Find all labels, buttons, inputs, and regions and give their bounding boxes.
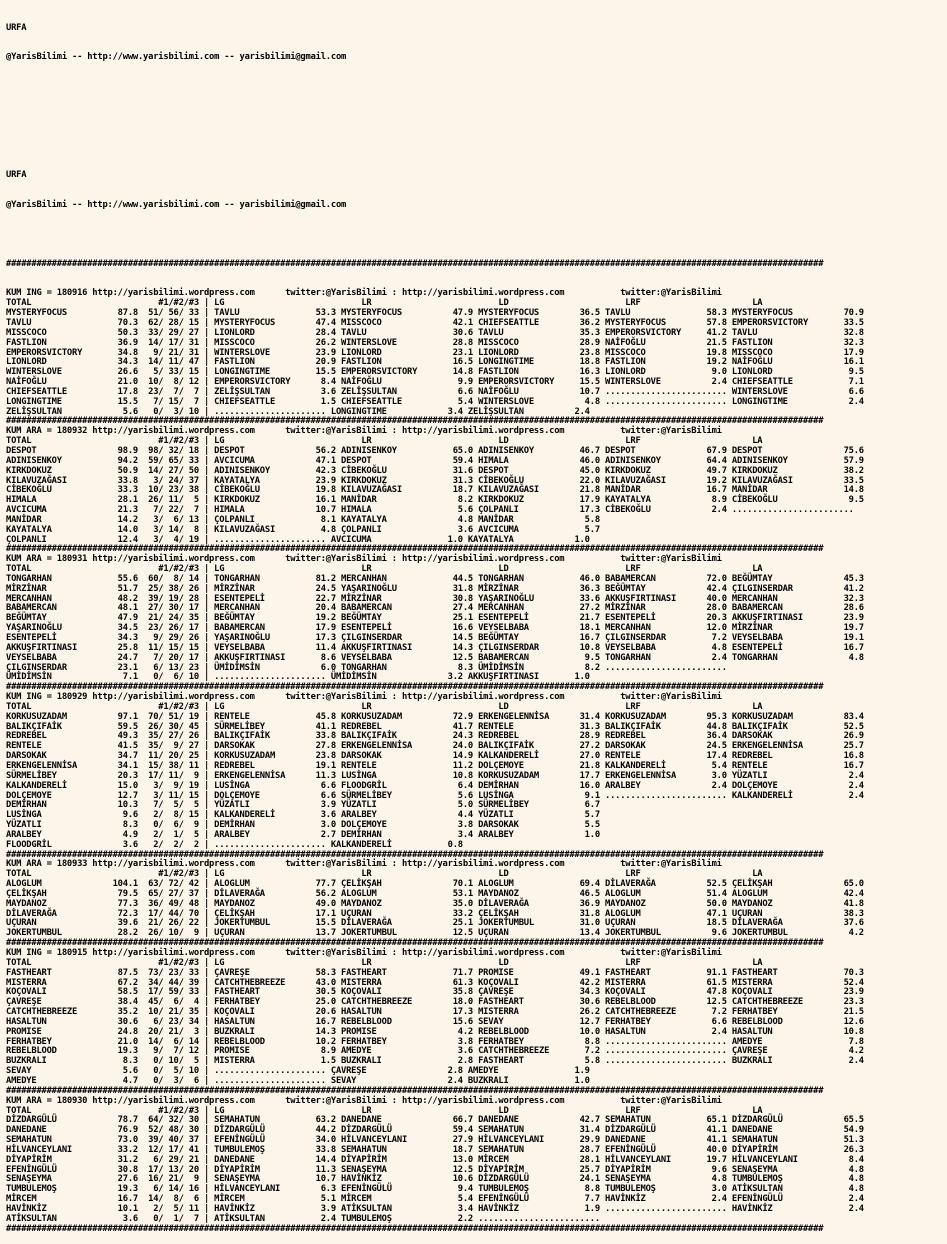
race-block [6, 555, 864, 693]
blank-line [6, 142, 864, 152]
result-row: SEVAY 5.6 0/ 5/ 10 | ...................... ÇAVREŞE 2.8 AMEDYE 1.9 [6, 1066, 590, 1077]
result-row: LONGINGTIME 15.5 7/ 15/ 7 | CHIEFSEATTLE 1.5 CHIEFSEATTLE 5.4 WINTERSLOVE 4.8 ........................ LONGINGTIME 2.4 [6, 396, 864, 407]
result-row: KIRKDOKUZ 50.9 14/ 27/ 50 | ADINISENKOY 42.3 CİBEKOĞLU 31.6 DESPOT 45.0 KIRKDOKUZ 49.7 KIRKDOKUZ 38.2 [6, 465, 864, 476]
result-row: BABAMERCAN 48.1 27/ 30/ 17 | MERCANHAN 20.4 BABAMERCAN 27.4 MERCANHAN 27.2 MİRZİNAR 28.0 BABAMERCAN 28.6 [6, 603, 864, 614]
result-row: VEYSELBABA 24.7 7/ 20/ 17 | AKKUŞFIRTINASI 8.6 VEYSELBABA 12.5 BABAMERCAN 9.5 TONGARHAN 2.4 TONGARHAN 4.8 [6, 652, 864, 663]
result-row: KOÇOVALI 58.5 17/ 59/ 33 | FASTHEART 30.5 KOÇOVALI 35.8 ÇAVREŞE 34.3 KOÇOVALI 47.8 KOÇOVALI 23.9 [6, 987, 864, 998]
result-row: LUSİNGA 9.6 2/ 8/ 15 | KALKANDERELİ 3.6 ARALBEY 4.4 YÜZATLI 5.7 [6, 810, 600, 821]
separator-line: ################################################################################################################################################################# [6, 1085, 824, 1096]
result-row: WINTERSLOVE 26.6 5/ 33/ 15 | LONGINGTIME 15.5 EMPERORSVICTORY 14.8 FASTLION 16.3 LIONLORD 9.0 LIONLORD 9.5 [6, 367, 864, 378]
separator-line: ################################################################################################################################################################# [6, 544, 824, 555]
blank-line [6, 83, 864, 93]
result-row: KILAVUZAĞASI 33.8 3/ 24/ 37 | KAYATALYA 23.9 KIRKDOKUZ 31.3 CİBEKOĞLU 22.0 KILAVUZAĞASI 19.2 KILAVUZAĞASI 33.5 [6, 475, 864, 486]
result-row: LIONLORD 34.3 14/ 11/ 47 | FASTLION 20.9 FASTLION 16.5 LONGINGTIME 18.8 FASTLION 19.2 NAİFOĞLU 16.1 [6, 357, 864, 368]
result-row: MAYDANOZ 77.3 36/ 49/ 48 | MAYDANOZ 49.0 MAYDANOZ 35.0 DİLAVERAĞA 36.9 MAYDANOZ 50.0 MAYDANOZ 41.8 [6, 898, 864, 909]
result-row: CHIEFSEATTLE 17.8 23/ 7/ 7 | ZELİŞSULTAN 3.6 ZELİŞSULTAN 6.6 NAİFOĞLU 10.7 ........................ WINTERSLOVE 6.6 [6, 386, 864, 397]
result-row: NAİFOĞLU 21.0 10/ 8/ 12 | EMPERORSVICTORY 8.4 NAİFOĞLU 9.9 EMPERORSVICTORY 15.5 WINTERSLOVE 2.4 CHIEFSEATTLE 7.1 [6, 377, 864, 388]
separator-line: ################################################################################################################################################################# [6, 682, 824, 693]
result-row: SEMAHATUN 73.0 39/ 40/ 37 | EFENİNGÜLÜ 34.0 HİLVANCEYLANI 27.9 HİLVANCEYLANI 29.9 DANEDANE 41.1 SEMAHATUN 51.3 [6, 1135, 864, 1146]
result-row: MANİDAR 14.2 3/ 6/ 13 | ÇOLPANLI 8.1 KAYATALYA 4.8 MANİDAR 5.8 [6, 514, 600, 525]
separator-line: ################################################################################################################################################################# [6, 849, 824, 860]
result-row: FASTLION 36.9 14/ 17/ 31 | MISSCOCO 26.2 WINTERSLOVE 28.8 MISSCOCO 28.9 NAİFOĞLU 21.5 FASTLION 32.3 [6, 337, 864, 348]
result-row: KALKANDERELİ 15.0 3/ 9/ 19 | LUSİNGA 6.6 FLOODGRİL 6.4 DEMİRHAN 16.0 ARALBEY 2.4 DOLÇEMOYE 2.4 [6, 780, 864, 791]
separator-line: ################################################################################################################################################################# [6, 1223, 824, 1234]
race-header-line: KUM ING = 180916 http://yarisbilimi.wordpress.com twitter:@YarisBilimi : http://yarisbilimi.wordpress.com twitter:@YarisBilimi [6, 288, 722, 299]
results-document [6, 4, 864, 1244]
result-row: SÜRMELİBEY 20.3 17/ 11/ 9 | ERKENGELENNİSA 11.3 LUSİNGA 10.8 KORKUSUZADAM 17.7 ERKENGELENNİSA 3.0 YÜZATLI 2.4 [6, 770, 864, 781]
column-header-line: TOTAL #1/#2/#3 | LG LR LD LRF LA [6, 701, 763, 712]
result-row: YAŞARINOĞLU 34.5 23/ 26/ 17 | BABAMERCAN 17.9 ESENTEPELİ 16.6 VEYSELBABA 18.1 MERCANHAN 12.0 MİRZİNAR 19.7 [6, 623, 864, 634]
result-row: DANEDANE 76.9 52/ 48/ 30 | DİZDARGÜLÜ 44.2 DİZDARGÜLÜ 59.4 SEMAHATUN 31.4 DİZDARGÜLÜ 41.1 DANEDANE 54.9 [6, 1125, 864, 1136]
result-row: DİYAPİRİM 31.2 6/ 29/ 21 | DANEDANE 14.4 DİYAPİRİM 13.0 MİRCEM 28.1 HİLVANCEYLANI 19.7 HİLVANCEYLANI 8.4 [6, 1154, 864, 1165]
result-row: BALIKÇIFAİK 59.5 26/ 30/ 45 | SÜRMELİBEY 41.1 REDREBEL 41.7 RENTELE 31.3 BALIKÇIFAİK 44.8 BALIKÇIFAİK 52.5 [6, 721, 864, 732]
header-title: URFA [6, 22, 27, 33]
header-contact: @YarisBilimi -- http://www.yarisbilimi.com -- yarisbilimi@gmail.com [6, 199, 347, 210]
header-title: URFA [6, 170, 27, 181]
result-row: DARSOKAK 34.7 11/ 20/ 25 | KORKUSUZADAM 23.8 DARSOKAK 14.9 KALKANDERELİ 27.0 RENTELE 17.4 REDREBEL 16.8 [6, 751, 864, 762]
result-row: FERHATBEY 21.0 14/ 6/ 14 | REBELBLOOD 10.2 FERHATBEY 3.8 FERHATBEY 8.8 ........................ AMEDYE 7.8 [6, 1036, 864, 1047]
result-row: HASALTUN 30.6 6/ 23/ 34 | HASALTUN 16.7 REBELBLOOD 15.6 SEVAY 12.7 FERHATBEY 6.6 REBELBLOOD 12.6 [6, 1016, 864, 1027]
result-row: MERCANHAN 48.2 39/ 19/ 28 | ESENTEPELİ 22.7 MİRZİNAR 30.8 YAŞARINOĞLU 33.6 AKKUŞFIRTINASI 40.0 MERCANHAN 32.3 [6, 593, 864, 604]
race-block [6, 289, 864, 427]
result-row: MISTERRA 67.2 34/ 44/ 39 | CATCHTHEBREEZE 43.0 MISTERRA 61.3 KOÇOVALI 42.2 MISTERRA 61.5 MISTERRA 52.4 [6, 977, 864, 988]
result-row: DEMİRHAN 10.3 7/ 5/ 5 | YÜZATLI 3.9 YÜZATLI 5.0 SÜRMELİBEY 6.7 [6, 800, 600, 811]
result-row: YÜZATLI 8.3 0/ 6/ 9 | DEMİRHAN 3.0 DOLÇEMOYE 3.8 DARSOKAK 5.5 [6, 820, 600, 831]
result-row: ADINISENKOY 94.2 59/ 65/ 33 | AVCICUMA 47.1 DESPOT 59.4 HIMALA 46.0 ADINISENKOY 64.4 ADINISENKOY 57.9 [6, 455, 864, 466]
race-block [6, 427, 864, 555]
column-header-line: TOTAL #1/#2/#3 | LG LR LD LRF LA [6, 436, 763, 447]
result-row: HAVİNKİZ 10.1 2/ 5/ 11 | HAVİNKİZ 3.9 ATİKSULTAN 3.4 HAVİNKİZ 1.9 ........................ HAVİNKİZ 2.4 [6, 1203, 864, 1214]
separator-line: ################################################################################################################################################################# [6, 258, 824, 269]
result-row: ATİKSULTAN 3.6 0/ 1/ 7 | ATİKSULTAN 2.4 TUMBULEMOŞ 2.2 ........................ [6, 1213, 600, 1224]
result-row: HIMALA 28.1 26/ 11/ 5 | KIRKDOKUZ 16.1 MANİDAR 8.2 KIRKDOKUZ 17.9 KAYATALYA 8.9 CİBEKOĞLU 9.5 [6, 495, 864, 506]
result-row: ERKENGELENNİSA 34.1 15/ 38/ 11 | REDREBEL 19.1 RENTELE 11.2 DOLÇEMOYE 21.8 KALKANDERELİ 5.4 RENTELE 16.7 [6, 760, 864, 771]
result-row: MİRZİNAR 51.7 25/ 38/ 26 | MİRZİNAR 24.5 YAŞARINOĞLU 31.8 MİRZİNAR 36.3 BEĞÜMTAY 42.4 ÇILGINSERDAR 41.2 [6, 583, 864, 594]
result-row: CİBEKOĞLU 33.3 10/ 23/ 38 | CİBEKOĞLU 19.8 KILAVUZAĞASI 18.7 KILAVUZAĞASI 21.8 MANİDAR 16.7 MANİDAR 14.8 [6, 485, 864, 496]
blank-line [6, 230, 864, 240]
result-row: KAYATALYA 14.0 3/ 14/ 8 | KILAVUZAĞASI 4.8 ÇOLPANLI 3.6 AVCICUMA 5.7 [6, 524, 600, 535]
result-row: DESPOT 98.9 98/ 32/ 18 | DESPOT 56.2 ADINISENKOY 65.0 ADINISENKOY 46.7 DESPOT 67.9 DESPOT 75.6 [6, 445, 864, 456]
result-row: ÇILGINSERDAR 23.1 6/ 13/ 23 | ÜMİDİMSİN 6.0 TONGARHAN 8.3 ÜMİDİMSİN 8.2 ........................ [6, 662, 727, 673]
race-header-line: KUM ING = 180915 http://yarisbilimi.wordpress.com twitter:@YarisBilimi : http://yarisbilimi.wordpress.com twitter:@YarisBilimi [6, 948, 722, 958]
result-row: ÇAVREŞE 38.4 45/ 6/ 4 | FERHATBEY 25.0 CATCHTHEBREEZE 18.0 FASTHEART 30.6 REBELBLOOD 12.5 CATCHTHEBREEZE 23.3 [6, 997, 864, 1008]
race-header-line: KUM ARA = 180931 http://yarisbilimi.wordpress.com twitter:@YarisBilimi : http://yarisbilimi.wordpress.com twitter:@YarisBilimi [6, 554, 722, 565]
result-row: DOLÇEMOYE 12.7 3/ 11/ 15 | DOLÇEMOYE 6.6 SÜRMELİBEY 5.6 LUSİNGA 9.1 ........................ KALKANDERELİ 2.4 [6, 790, 864, 801]
race-header-line: KUM ARA = 180933 http://yarisbilimi.wordpress.com twitter:@YarisBilimi : http://yarisbilimi.wordpress.com twitter:@YarisBilimi [6, 859, 722, 870]
blank-line [6, 112, 864, 122]
column-header-line: TOTAL #1/#2/#3 | LG LR LD LRF LA [6, 957, 763, 968]
result-row: KORKUSUZADAM 97.1 70/ 51/ 19 | RENTELE 45.8 KORKUSUZADAM 72.9 ERKENGELENNİSA 31.4 KORKUSUZADAM 95.3 KORKUSUZADAM 83.4 [6, 711, 864, 722]
result-row: TUMBULEMOŞ 19.3 6/ 14/ 16 | HİLVANCEYLANI 6.3 EFENİNGÜLÜ 9.4 TUMBULEMOŞ 8.8 TUMBULEMOŞ 3.0 ATİKSULTAN 4.8 [6, 1184, 864, 1195]
result-row: MISSCOCO 50.3 33/ 29/ 27 | LIONLORD 28.4 TAVLU 30.6 TAVLU 35.3 EMPERORSVICTORY 41.2 TAVLU 32.8 [6, 327, 864, 338]
result-row: EFENİNGÜLÜ 30.8 17/ 13/ 20 | DİYAPİRİM 11.3 SENAŞEYMA 12.5 DİYAPİRİM 25.7 DİYAPİRİM 9.6 SENAŞEYMA 4.8 [6, 1164, 864, 1175]
result-row: CATCHTHEBREEZE 35.2 10/ 21/ 35 | KOÇOVALI 20.6 HASALTUN 17.3 MISTERRA 26.2 CATCHTHEBREEZE 7.2 FERHATBEY 21.5 [6, 1007, 864, 1018]
result-row: AMEDYE 4.7 0/ 3/ 6 | ...................... SEVAY 2.4 BUZKRALI 1.0 [6, 1075, 590, 1086]
race-blocks [6, 289, 864, 1234]
result-row: ÇELİKŞAH 79.5 65/ 27/ 37 | DİLAVERAĞA 56.2 ALOGLUM 53.1 MAYDANOZ 46.5 ALOGLUM 51.4 ALOGLUM 42.4 [6, 888, 864, 899]
result-row: AKKUŞFIRTINASI 25.8 11/ 15/ 15 | VEYSELBABA 11.4 AKKUŞFIRTINASI 14.3 ÇILGINSERDAR 10.8 VEYSELBABA 4.8 ESENTEPELİ 16.7 [6, 642, 864, 653]
result-row: EMPERORSVICTORY 34.8 9/ 21/ 31 | WINTERSLOVE 23.9 LIONLORD 23.1 LIONLORD 23.8 MISSCOCO 19.8 MISSCOCO 17.9 [6, 347, 864, 358]
separator-line: ################################################################################################################################################################# [6, 416, 824, 427]
result-row: BUZKRALI 8.3 0/ 10/ 5 | MISTERRA 1.5 BUZKRALI 2.8 FASTHEART 5.8 ........................ BUZKRALI 2.4 [6, 1056, 864, 1067]
result-row: UÇURAN 39.6 21/ 26/ 22 | JOKERTUMBUL 15.5 DİLAVERAĞA 25.1 JOKERTUMBUL 31.0 UÇURAN 18.5 DİLAVERAĞA 37.6 [6, 918, 864, 929]
result-row: ÇOLPANLI 12.4 3/ 4/ 19 | ...................... AVCICUMA 1.0 KAYATALYA 1.0 [6, 534, 590, 545]
result-row: ALOGLUM 104.1 63/ 72/ 42 | ALOGLUM 77.7 ÇELİKŞAH 70.1 ALOGLUM 69.4 DİLAVERAĞA 52.5 ÇELİKŞAH 65.0 [6, 879, 864, 890]
result-row: AVCICUMA 21.3 7/ 22/ 7 | HIMALA 10.7 HIMALA 5.6 ÇOLPANLI 17.3 CİBEKOĞLU 2.4 ........................ [6, 505, 854, 516]
result-row: FASTHEART 87.5 73/ 23/ 33 | ÇAVREŞE 58.3 FASTHEART 71.7 PROMISE 49.1 FASTHEART 91.1 FASTHEART 70.3 [6, 967, 864, 978]
race-block [6, 860, 864, 949]
result-row: PROMISE 24.8 20/ 21/ 3 | BUZKRALI 14.3 PROMISE 4.2 REBELBLOOD 10.0 HASALTUN 2.4 HASALTUN 10.8 [6, 1026, 864, 1037]
result-row: MİRCEM 16.7 14/ 8/ 6 | MİRCEM 5.1 MİRCEM 5.4 EFENİNGÜLÜ 7.7 HAVİNKİZ 2.4 EFENİNGÜLÜ 2.4 [6, 1194, 864, 1205]
result-row: ARALBEY 4.9 2/ 1/ 5 | ARALBEY 2.7 DEMİRHAN 3.4 ARALBEY 1.0 [6, 829, 600, 840]
race-header-line: KUM ARA = 180930 http://yarisbilimi.wordpress.com twitter:@YarisBilimi : http://yarisbilimi.wordpress.com twitter:@YarisBilimi [6, 1095, 722, 1106]
result-row: TONGARHAN 55.6 60/ 8/ 14 | TONGARHAN 81.2 MERCANHAN 44.5 TONGARHAN 46.0 BABAMERCAN 72.0 BEĞÜMTAY 45.3 [6, 573, 864, 584]
column-header-line: TOTAL #1/#2/#3 | LG LR LD LRF LA [6, 564, 763, 575]
result-row: TAVLU 70.3 62/ 28/ 15 | MYSTERYFOCUS 47.4 MISSCOCO 42.1 CHIEFSEATTLE 36.2 MYSTERYFOCUS 57.8 EMPERORSVICTORY 33.5 [6, 318, 864, 328]
result-row: BEĞÜMTAY 47.9 21/ 24/ 35 | BEĞÜMTAY 19.2 BEĞÜMTAY 25.1 ESENTEPELİ 21.7 ESENTEPELİ 20.3 AKKUŞFIRTINASI 23.9 [6, 613, 864, 624]
result-row: ESENTEPELİ 34.3 9/ 29/ 26 | YAŞARINOĞLU 17.3 ÇILGINSERDAR 14.5 BEĞÜMTAY 16.7 ÇILGINSERDAR 7.2 VEYSELBABA 19.1 [6, 633, 864, 643]
result-row: RENTELE 41.5 35/ 9/ 27 | DARSOKAK 27.8 ERKENGELENNİSA 24.0 BALIKÇIFAİK 27.2 DARSOKAK 24.5 ERKENGELENNİSA 25.7 [6, 741, 864, 752]
header-contact: @YarisBilimi -- http://www.yarisbilimi.com -- yarisbilimi@gmail.com [6, 52, 347, 63]
race-header-line: KUM ING = 180929 http://yarisbilimi.wordpress.com twitter:@YarisBilimi : http://yarisbilimi.wordpress.com twitter:@YarisBilimi [6, 692, 722, 703]
result-row: ZELİŞSULTAN 5.6 0/ 3/ 10 | ...................... LONGINGTIME 3.4 ZELİŞSULTAN 2.4 [6, 406, 590, 417]
result-row: REBELBLOOD 19.3 9/ 7/ 12 | PROMISE 8.9 AMEDYE 3.6 CATCHTHEBREEZE 7.2 ........................ ÇAVREŞE 4.2 [6, 1046, 864, 1057]
column-header-line: TOTAL #1/#2/#3 | LG LR LD LRF LA [6, 298, 763, 309]
result-row: ÜMİDİMSİN 7.1 0/ 6/ 10 | ...................... ÜMİDİMSİN 3.2 AKKUŞFIRTINASI 1.0 [6, 672, 590, 683]
column-header-line: TOTAL #1/#2/#3 | LG LR LD LRF LA [6, 1105, 763, 1116]
result-row: REDREBEL 49.3 35/ 27/ 26 | BALIKÇIFAİK 33.8 BALIKÇIFAİK 24.3 REDREBEL 28.9 REDREBEL 36.4 DARSOKAK 26.9 [6, 731, 864, 742]
separator-line: ################################################################################################################################################################# [6, 938, 824, 949]
race-header-line: KUM ARA = 180932 http://yarisbilimi.wordpress.com twitter:@YarisBilimi : http://yarisbilimi.wordpress.com twitter:@YarisBilimi [6, 426, 722, 437]
race-block [6, 1097, 864, 1235]
result-row: MYSTERYFOCUS 87.8 51/ 56/ 33 | TAVLU 53.3 MYSTERYFOCUS 47.9 MYSTERYFOCUS 36.5 TAVLU 58.3 MYSTERYFOCUS 70.9 [6, 308, 864, 319]
result-row: DİLAVERAĞA 72.3 17/ 44/ 70 | ÇELİKŞAH 17.1 UÇURAN 33.2 ÇELİKŞAH 31.8 ALOGLUM 47.1 UÇURAN 38.3 [6, 908, 864, 919]
result-row: SENAŞEYMA 27.6 16/ 21/ 9 | SENAŞEYMA 10.7 HAVİNKİZ 10.6 DİZDARGÜLÜ 24.1 SENAŞEYMA 4.8 TUMBULEMOŞ 4.8 [6, 1174, 864, 1185]
result-row: HİLVANCEYLANI 33.2 12/ 17/ 41 | TUMBULEMOŞ 33.8 SEMAHATUN 18.7 SEMAHATUN 28.7 EFENİNGÜLÜ 40.0 DİYAPİRİM 26.3 [6, 1144, 864, 1155]
result-row: FLOODGRİL 3.6 2/ 2/ 2 | ...................... KALKANDERELİ 0.8 [6, 839, 463, 850]
race-block [6, 693, 864, 860]
result-row: JOKERTUMBUL 28.2 26/ 10/ 9 | UÇURAN 13.7 JOKERTUMBUL 12.5 UÇURAN 13.4 JOKERTUMBUL 9.6 JOKERTUMBUL 4.2 [6, 928, 864, 939]
column-header-line: TOTAL #1/#2/#3 | LG LR LD LRF LA [6, 869, 763, 880]
result-row: DİZDARGÜLÜ 78.7 64/ 32/ 30 | SEMAHATUN 63.2 DANEDANE 66.7 DANEDANE 42.7 SEMAHATUN 65.1 DİZDARGÜLÜ 65.5 [6, 1115, 864, 1126]
